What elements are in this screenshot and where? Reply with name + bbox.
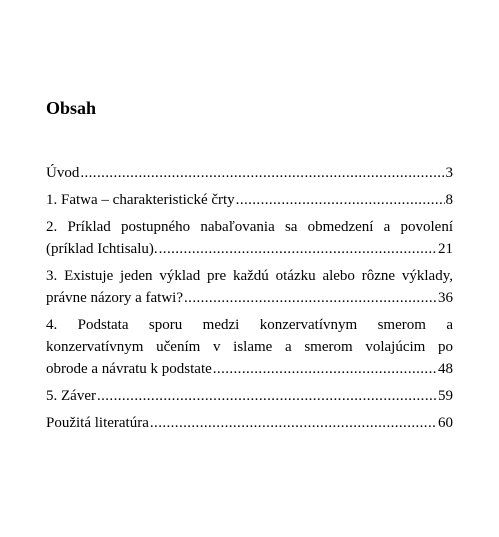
dot-leader [184,287,437,309]
dot-leader [159,238,437,260]
toc-entry-podstata [46,314,453,380]
toc-entry-zaver [46,385,453,407]
toc-entry-uvod [46,162,453,184]
dot-leader [213,358,437,380]
toc-entry-title-line: konzervatívnym učením v islame a smerom volajúcim po [46,339,453,355]
toc-entry-title: 1. Fatwa – charakteristické črty [46,192,235,208]
toc-entry-title-line: 4. Podstata sporu medzi konzervatívnym smerom a [46,317,453,333]
toc-entry-page: 8 [445,192,453,208]
toc-entry-title: právne názory a fatwi? [46,290,184,306]
toc-entry-page: 48 [438,361,453,377]
toc-heading: Obsah [46,98,97,118]
toc-entry-page: 59 [438,388,453,404]
toc-entry-title: 5. Záver [46,388,96,404]
toc-entry-title-line: 3. Existuje jeden výklad pre každú otázku alebo rôzne výklady, [46,268,453,284]
dot-leader [97,385,437,407]
toc-entry-priklad [46,216,453,260]
toc-entry-title: obrode a návratu k podstate [46,361,212,377]
dot-leader [80,162,444,184]
toc-entry-vyklad [46,265,453,309]
toc-entry-title: (príklad Ichtisalu). [46,241,158,257]
table-of-contents [46,162,453,434]
toc-entry-page: 36 [438,290,453,306]
toc-entry-page: 21 [438,241,453,257]
toc-entry-page: 3 [445,165,453,181]
toc-entry-title: Úvod [46,165,80,181]
toc-entry-literatura [46,412,453,434]
dot-leader [236,189,445,211]
toc-entry-title-line: 2. Príklad postupného nabaľovania sa obmedzení a povolení [46,219,453,235]
toc-entry-fatwa [46,189,453,211]
toc-entry-page: 60 [438,415,453,431]
toc-entry-title: Použitá literatúra [46,415,149,431]
dot-leader [150,412,437,434]
